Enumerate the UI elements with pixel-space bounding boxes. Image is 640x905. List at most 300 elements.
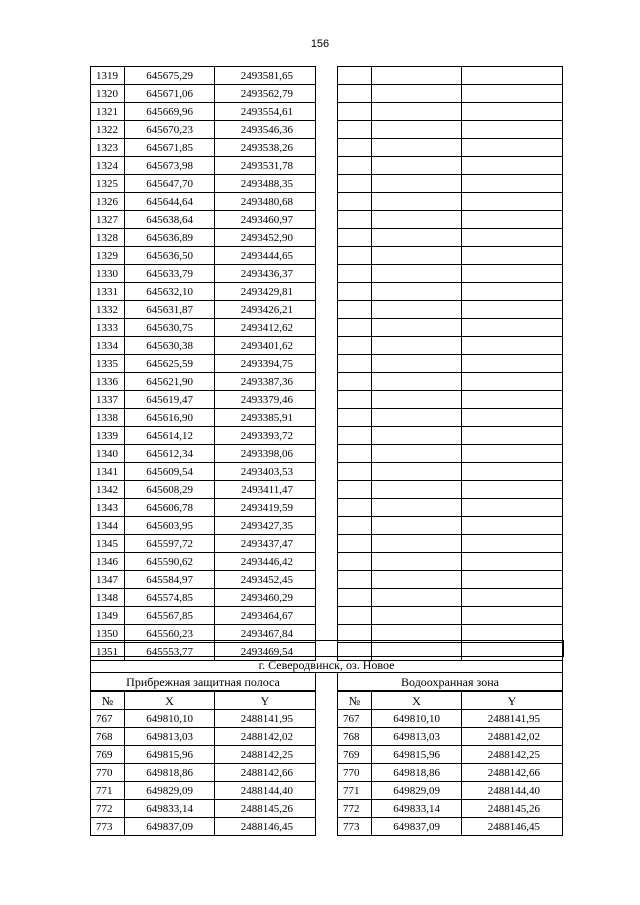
point-number-cell: 772 [338,800,372,818]
empty-cell [372,499,462,517]
y-coordinate-cell: 2493460,29 [215,589,316,607]
empty-cell [462,427,563,445]
x-coordinate-cell: 645632,10 [125,283,215,301]
empty-cell [462,517,563,535]
y-coordinate-cell: 2488142,66 [215,764,316,782]
table-row [91,409,316,427]
empty-cell [462,103,563,121]
empty-cell [372,355,462,373]
empty-cell [462,211,563,229]
table-row [91,481,316,499]
point-number-cell: 1343 [91,499,125,517]
point-number-cell: 769 [338,746,372,764]
empty-cell [338,607,372,625]
y-coordinate-cell: 2493385,91 [215,409,316,427]
x-coordinate-cell: 645597,72 [125,535,215,553]
empty-cell [338,157,372,175]
point-number-cell: 770 [91,764,125,782]
x-coordinate-cell: 649829,09 [125,782,215,800]
point-number-cell: 1319 [91,67,125,85]
empty-cell [372,409,462,427]
table-row [91,746,316,764]
point-number-cell: 1345 [91,535,125,553]
table-row [91,499,316,517]
point-number-cell: 1323 [91,139,125,157]
y-coordinate-cell: 2493437,47 [215,535,316,553]
empty-cell [338,535,372,553]
point-number-cell: 1348 [91,589,125,607]
coordinates-table-top-right-empty [337,66,563,661]
x-coordinate-cell: 645636,89 [125,229,215,247]
empty-table-row [338,139,563,157]
table-row [91,67,316,85]
empty-cell [338,355,372,373]
x-coordinate-cell: 645633,79 [125,265,215,283]
y-coordinate-cell: 2493412,62 [215,319,316,337]
empty-cell [372,391,462,409]
empty-cell [338,85,372,103]
empty-table-row [338,265,563,283]
x-coordinate-cell: 645609,54 [125,463,215,481]
table-row [91,85,316,103]
point-number-cell: 768 [91,728,125,746]
x-coordinate-cell: 645584,97 [125,571,215,589]
table-row [91,535,316,553]
empty-table-row [338,319,563,337]
y-coordinate-cell: 2493480,68 [215,193,316,211]
point-number-cell: 1334 [91,337,125,355]
empty-cell [372,283,462,301]
table-row [91,157,316,175]
table-row [91,355,316,373]
empty-cell [372,535,462,553]
table-row [91,301,316,319]
x-coordinate-cell: 649813,03 [125,728,215,746]
empty-cell [462,481,563,499]
table-row [91,710,316,728]
x-coordinate-cell: 645673,98 [125,157,215,175]
table-row [338,818,563,836]
empty-cell [462,67,563,85]
x-coordinate-cell: 645636,50 [125,247,215,265]
empty-cell [462,607,563,625]
empty-table-row [338,535,563,553]
table-row [91,463,316,481]
table-row [338,710,563,728]
empty-cell [372,265,462,283]
coordinates-table-top-left [90,66,316,661]
y-coordinate-cell: 2488146,45 [462,818,563,836]
x-coordinate-cell: 645675,29 [125,67,215,85]
x-coordinate-cell: 645625,59 [125,355,215,373]
empty-cell [338,67,372,85]
empty-cell [372,67,462,85]
table-row [91,229,316,247]
y-coordinate-cell: 2493429,81 [215,283,316,301]
empty-cell [462,463,563,481]
y-coordinate-cell: 2488145,26 [215,800,316,818]
header-x: X [125,692,215,710]
table-row [338,800,563,818]
point-number-cell: 1330 [91,265,125,283]
empty-table-row [338,157,563,175]
empty-cell [462,445,563,463]
point-number-cell: 768 [338,728,372,746]
empty-cell [338,409,372,427]
empty-cell [462,229,563,247]
x-coordinate-cell: 649829,09 [372,782,462,800]
table-row [91,445,316,463]
point-number-cell: 769 [91,746,125,764]
table-row [91,103,316,121]
y-coordinate-cell: 2488144,40 [215,782,316,800]
y-coordinate-cell: 2493469,54 [215,643,316,661]
empty-table-row [338,445,563,463]
empty-cell [462,85,563,103]
x-coordinate-cell: 649815,96 [372,746,462,764]
x-coordinate-cell: 645603,95 [125,517,215,535]
x-coordinate-cell: 645630,38 [125,337,215,355]
empty-cell [462,319,563,337]
empty-cell [372,373,462,391]
point-number-cell: 1327 [91,211,125,229]
empty-table-row [338,121,563,139]
y-coordinate-cell: 2488141,95 [215,710,316,728]
section-title: г. Северодвинск, оз. Новое [90,656,563,673]
x-coordinate-cell: 645553,77 [125,643,215,661]
y-coordinate-cell: 2493394,75 [215,355,316,373]
y-coordinate-cell: 2493398,06 [215,445,316,463]
y-coordinate-cell: 2493427,35 [215,517,316,535]
empty-cell [338,319,372,337]
y-coordinate-cell: 2493393,72 [215,427,316,445]
point-number-cell: 1347 [91,571,125,589]
point-number-cell: 1332 [91,301,125,319]
x-coordinate-cell: 645671,85 [125,139,215,157]
y-coordinate-cell: 2493554,61 [215,103,316,121]
x-coordinate-cell: 645621,90 [125,373,215,391]
empty-table-row [338,553,563,571]
empty-cell [462,139,563,157]
point-number-cell: 770 [338,764,372,782]
empty-table-row [338,85,563,103]
empty-table-row [338,571,563,589]
y-coordinate-cell: 2493464,67 [215,607,316,625]
empty-cell [338,229,372,247]
empty-cell [372,553,462,571]
empty-cell [338,337,372,355]
empty-cell [462,409,563,427]
x-coordinate-cell: 649818,86 [372,764,462,782]
empty-cell [338,427,372,445]
point-number-cell: 1342 [91,481,125,499]
x-coordinate-cell: 649833,14 [372,800,462,818]
table-row [338,782,563,800]
y-coordinate-cell: 2493531,78 [215,157,316,175]
empty-table-row [338,103,563,121]
empty-cell [338,265,372,283]
point-number-cell: 767 [91,710,125,728]
left-section-title: Прибрежная защитная полоса [90,673,316,691]
empty-cell [338,571,372,589]
table-row [91,337,316,355]
empty-cell [338,553,372,571]
point-number-cell: 1328 [91,229,125,247]
empty-cell [462,193,563,211]
x-coordinate-cell: 645619,47 [125,391,215,409]
point-number-cell: 1337 [91,391,125,409]
table-row [91,265,316,283]
empty-cell [372,463,462,481]
x-coordinate-cell: 645590,62 [125,553,215,571]
table-row [91,175,316,193]
table-row [91,139,316,157]
y-coordinate-cell: 2493403,53 [215,463,316,481]
y-coordinate-cell: 2493581,65 [215,67,316,85]
y-coordinate-cell: 2493452,90 [215,229,316,247]
empty-cell [338,103,372,121]
empty-cell [372,103,462,121]
page-number: 156 [310,38,330,50]
empty-cell [338,481,372,499]
y-coordinate-cell: 2493379,46 [215,391,316,409]
table-row [91,589,316,607]
table-row [91,391,316,409]
empty-cell [372,229,462,247]
y-coordinate-cell: 2493436,37 [215,265,316,283]
x-coordinate-cell: 645574,85 [125,589,215,607]
table-row [338,728,563,746]
empty-cell [462,355,563,373]
x-coordinate-cell: 645614,12 [125,427,215,445]
y-coordinate-cell: 2488142,25 [215,746,316,764]
empty-cell [338,463,372,481]
table-row [91,427,316,445]
empty-cell [462,265,563,283]
empty-cell [462,337,563,355]
table-row [338,764,563,782]
x-coordinate-cell: 645616,90 [125,409,215,427]
table-row [91,764,316,782]
point-number-cell: 1350 [91,625,125,643]
empty-cell [372,85,462,103]
y-coordinate-cell: 2493401,62 [215,337,316,355]
y-coordinate-cell: 2493387,36 [215,373,316,391]
right-section-title: Водоохранная зона [337,673,563,691]
empty-cell [338,211,372,229]
empty-table-row [338,283,563,301]
point-number-cell: 1326 [91,193,125,211]
point-number-cell: 1320 [91,85,125,103]
empty-table-row [338,607,563,625]
table-row [91,607,316,625]
table-row [91,193,316,211]
y-coordinate-cell: 2493460,97 [215,211,316,229]
y-coordinate-cell: 2493446,42 [215,553,316,571]
point-number-cell: 1329 [91,247,125,265]
empty-table-row [338,517,563,535]
empty-cell [462,121,563,139]
empty-cell [338,517,372,535]
empty-table-row [338,193,563,211]
x-coordinate-cell: 645631,87 [125,301,215,319]
empty-cell [372,427,462,445]
empty-table-row [338,229,563,247]
empty-cell [338,391,372,409]
x-coordinate-cell: 645608,29 [125,481,215,499]
empty-cell [372,211,462,229]
empty-table-row [338,373,563,391]
point-number-cell: 771 [338,782,372,800]
empty-cell [372,139,462,157]
empty-cell [372,247,462,265]
x-coordinate-cell: 649813,03 [372,728,462,746]
point-number-cell: 1325 [91,175,125,193]
y-coordinate-cell: 2488141,95 [462,710,563,728]
empty-table-row [338,481,563,499]
y-coordinate-cell: 2493444,65 [215,247,316,265]
x-coordinate-cell: 645638,64 [125,211,215,229]
point-number-cell: 1331 [91,283,125,301]
empty-cell [372,121,462,139]
y-coordinate-cell: 2488142,02 [215,728,316,746]
empty-table-row [338,337,563,355]
y-coordinate-cell: 2488142,25 [462,746,563,764]
empty-cell [338,589,372,607]
empty-cell [462,301,563,319]
header-number: № [91,692,125,710]
y-coordinate-cell: 2493467,84 [215,625,316,643]
table-row [91,247,316,265]
empty-cell [462,391,563,409]
water-protection-zone-table [337,691,563,836]
table-row [91,553,316,571]
x-coordinate-cell: 645671,06 [125,85,215,103]
table-row [91,728,316,746]
x-coordinate-cell: 649810,10 [125,710,215,728]
empty-table-row [338,391,563,409]
point-number-cell: 1349 [91,607,125,625]
empty-cell [372,157,462,175]
point-number-cell: 773 [91,818,125,836]
y-coordinate-cell: 2493419,59 [215,499,316,517]
y-coordinate-cell: 2493411,47 [215,481,316,499]
point-number-cell: 1339 [91,427,125,445]
table-row [91,571,316,589]
empty-cell [372,571,462,589]
point-number-cell: 1340 [91,445,125,463]
header-y: Y [462,692,563,710]
point-number-cell: 1322 [91,121,125,139]
x-coordinate-cell: 649810,10 [372,710,462,728]
empty-cell [372,517,462,535]
table-row [91,373,316,391]
y-coordinate-cell: 2488142,02 [462,728,563,746]
x-coordinate-cell: 649818,86 [125,764,215,782]
x-coordinate-cell: 649837,09 [125,818,215,836]
table-row [91,283,316,301]
empty-table-row [338,175,563,193]
empty-table-row [338,301,563,319]
empty-table-row [338,589,563,607]
empty-cell [372,301,462,319]
empty-table-row [338,427,563,445]
empty-cell [372,589,462,607]
empty-cell [462,535,563,553]
empty-cell [372,445,462,463]
x-coordinate-cell: 645644,64 [125,193,215,211]
empty-cell [338,283,372,301]
x-coordinate-cell: 649815,96 [125,746,215,764]
point-number-cell: 1338 [91,409,125,427]
y-coordinate-cell: 2493452,45 [215,571,316,589]
table-row [91,800,316,818]
y-coordinate-cell: 2493426,21 [215,301,316,319]
y-coordinate-cell: 2493488,35 [215,175,316,193]
point-number-cell: 772 [91,800,125,818]
x-coordinate-cell: 645670,23 [125,121,215,139]
x-coordinate-cell: 649833,14 [125,800,215,818]
y-coordinate-cell: 2493546,36 [215,121,316,139]
empty-cell [338,121,372,139]
empty-cell [338,445,372,463]
empty-cell [372,193,462,211]
point-number-cell: 1333 [91,319,125,337]
y-coordinate-cell: 2488145,26 [462,800,563,818]
table-row [91,319,316,337]
empty-cell [462,157,563,175]
point-number-cell: 1346 [91,553,125,571]
point-number-cell: 1336 [91,373,125,391]
y-coordinate-cell: 2488144,40 [462,782,563,800]
point-number-cell: 1344 [91,517,125,535]
header-number: № [338,692,372,710]
x-coordinate-cell: 645647,70 [125,175,215,193]
point-number-cell: 767 [338,710,372,728]
table-row [91,782,316,800]
empty-table-row [338,499,563,517]
empty-cell [372,319,462,337]
empty-cell [462,553,563,571]
empty-cell [372,607,462,625]
x-coordinate-cell: 645669,96 [125,103,215,121]
point-number-cell: 1351 [91,643,125,661]
section-spacer [90,640,564,657]
empty-cell [338,193,372,211]
x-coordinate-cell: 645560,23 [125,625,215,643]
table-header-row [91,692,316,710]
point-number-cell: 1335 [91,355,125,373]
point-number-cell: 1321 [91,103,125,121]
table-header-row [338,692,563,710]
y-coordinate-cell: 2488146,45 [215,818,316,836]
y-coordinate-cell: 2493562,79 [215,85,316,103]
empty-table-row [338,355,563,373]
empty-table-row [338,67,563,85]
table-row [91,121,316,139]
empty-cell [462,571,563,589]
x-coordinate-cell: 645606,78 [125,499,215,517]
coastal-protection-strip-table [90,691,316,836]
empty-cell [372,481,462,499]
empty-cell [462,247,563,265]
empty-table-row [338,247,563,265]
empty-table-row [338,211,563,229]
point-number-cell: 771 [91,782,125,800]
empty-cell [338,301,372,319]
x-coordinate-cell: 645630,75 [125,319,215,337]
header-x: X [372,692,462,710]
